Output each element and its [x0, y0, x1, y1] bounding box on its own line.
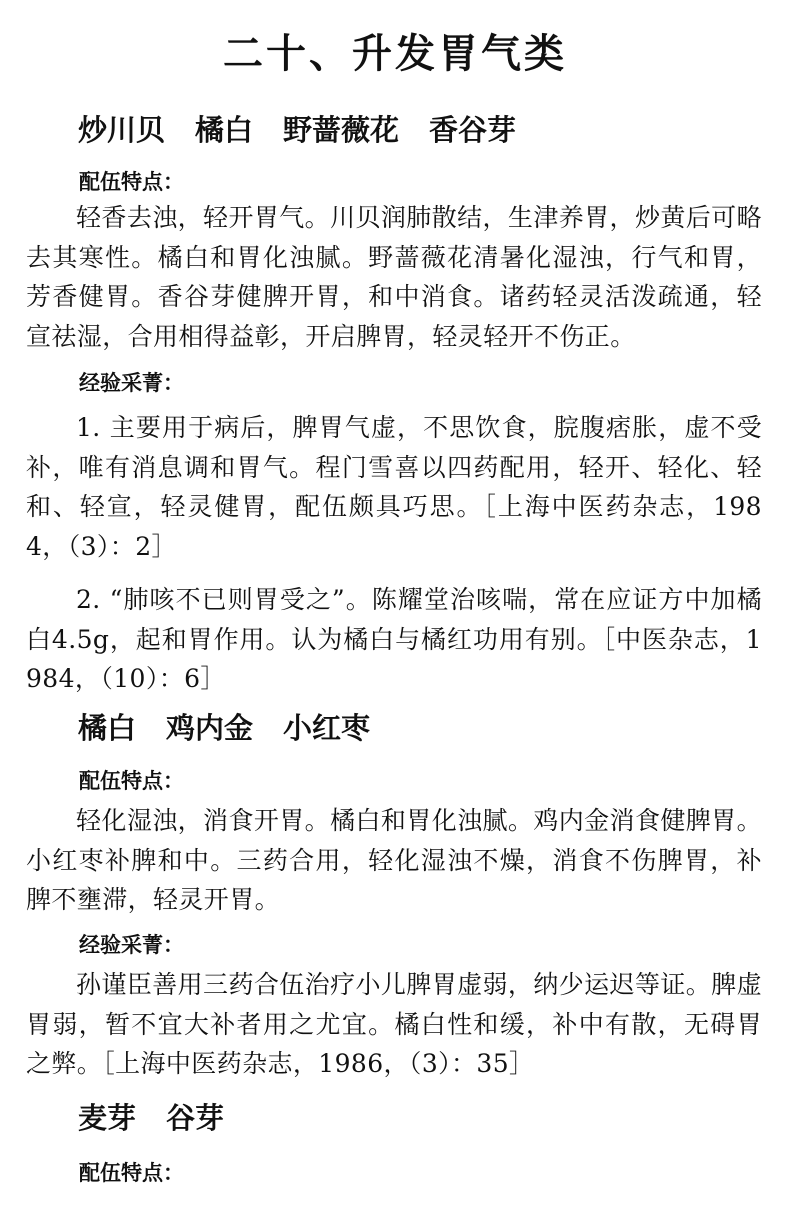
herb-name: 炒川贝: [78, 113, 166, 147]
herb-combination-heading: [78, 708, 370, 748]
experience-label: 经验采菁：: [79, 371, 184, 395]
herb-name: 橘白: [195, 113, 254, 147]
feature-paragraph: 轻化湿浊，消食开胃。橘白和胃化浊腻。鸡内金消食健脾胃。小红枣补脾和中。三药合用，轻化湿浊不燥，消食不伤脾胃，补脾不壅滞，轻灵开胃。: [26, 806, 762, 914]
feature-paragraph: 轻香去浊，轻开胃气。川贝润肺散结，生津养胃，炒黄后可略去其寒性。橘白和胃化浊腻。野蔷薇花清暑化湿浊，行气和胃，芳香健胃。香谷芽健脾开胃，和中消食。诸药轻灵活泼疏通，轻宣祛湿，合用相得益彰，开启脾胃，轻灵轻开不伤正。: [26, 203, 762, 351]
experience-paragraph: 2. “肺咳不已则胃受之”。陈耀堂治咳喘，常在应证方中加橘白4.5g，起和胃作用。认为橘白与橘红功用有别。［中医杂志，1984，（10）：6］: [26, 585, 762, 693]
herb-name: 香谷芽: [429, 113, 517, 147]
herb-name: 谷芽: [166, 1101, 225, 1135]
herb-name: 橘白: [78, 711, 137, 745]
herb-combination-heading: [78, 110, 516, 150]
experience-paragraph: 孙谨臣善用三药合伍治疗小儿脾胃虚弱，纳少运迟等证。脾虚胃弱，暂不宜大补者用之尤宜。橘白性和缓，补中有散，无碍胃之弊。［上海中医药杂志，1986，（3）：35］: [26, 970, 762, 1078]
experience-label: 经验采菁：: [79, 933, 184, 957]
herb-combination-heading: [78, 1098, 224, 1138]
herb-name: 麦芽: [78, 1101, 137, 1135]
feature-label: 配伍特点：: [79, 1161, 184, 1185]
experience-paragraph: 1. 主要用于病后，脾胃气虚，不思饮食，脘腹痞胀，虚不受补，唯有消息调和胃气。程门雪喜以四药配用，轻开、轻化、轻和、轻宣，轻灵健胃，配伍颇具巧思。［上海中医药杂志，1984，（3）：2］: [26, 413, 762, 561]
herb-name: 鸡内金: [166, 711, 254, 745]
chapter-title: 二十、升发胃气类: [223, 31, 567, 77]
feature-label: 配伍特点：: [79, 769, 184, 793]
herb-name: 野蔷薇花: [283, 113, 400, 147]
feature-label: 配伍特点：: [79, 170, 184, 194]
herb-name: 小红枣: [283, 711, 371, 745]
